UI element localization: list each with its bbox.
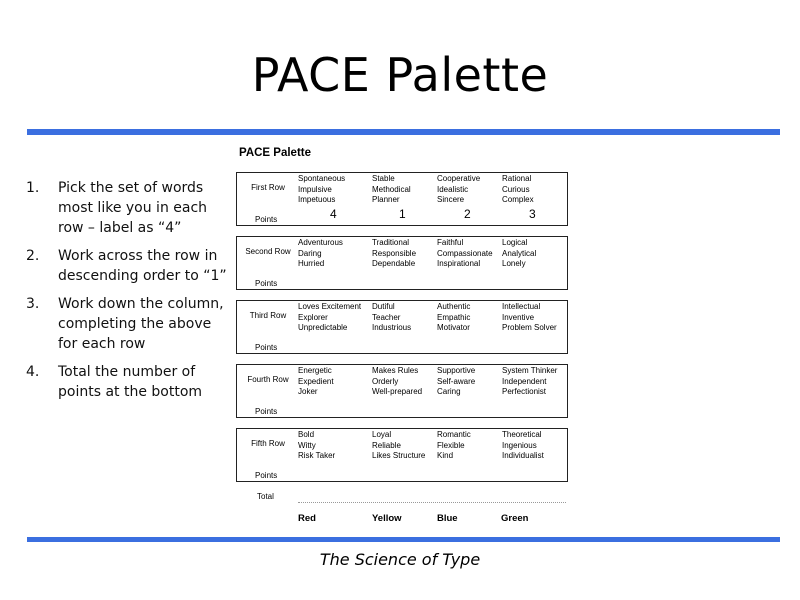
points-value[interactable]: 4 [330, 207, 337, 221]
trait-word: Theoretical [502, 430, 542, 439]
word-group [502, 174, 534, 206]
pace-palette-table [236, 146, 572, 532]
trait-word: Joker [298, 387, 318, 396]
word-group [372, 366, 422, 398]
trait-word: Intellectual [502, 302, 541, 311]
trait-word: Bold [298, 430, 315, 439]
trait-word: Responsible [372, 248, 417, 258]
points-label: Points [255, 343, 278, 352]
instruction-text: Total the number of points at the bottom [58, 364, 203, 400]
word-group [372, 174, 411, 206]
trait-word: Ingenious [502, 440, 537, 450]
trait-word: Reliable [372, 440, 401, 450]
trait-word: Romantic [437, 430, 471, 439]
palette-row [236, 428, 568, 482]
word-group [298, 430, 335, 462]
row-label: Fifth Row [251, 439, 285, 448]
trait-word: Inventive [502, 312, 535, 322]
trait-word: Explorer [298, 312, 328, 322]
trait-word: Analytical [502, 248, 537, 258]
trait-word: Traditional [372, 238, 410, 247]
word-group [437, 238, 493, 270]
row-label: Second Row [245, 247, 291, 256]
points-label: Points [255, 215, 278, 224]
word-group [372, 430, 425, 462]
word-group [298, 302, 361, 334]
palette-row [236, 172, 568, 226]
trait-word: Problem Solver [502, 323, 557, 332]
trait-word: Likes Structure [372, 451, 426, 460]
trait-word: Energetic [298, 366, 332, 375]
row-label: Fourth Row [247, 375, 289, 384]
instruction-item [26, 362, 228, 402]
trait-word: Compassionate [437, 248, 493, 258]
points-value[interactable]: 1 [399, 207, 406, 221]
trait-word: Inspirational [437, 259, 481, 268]
trait-word: Unpredictable [298, 323, 348, 332]
trait-word: Impulsive [298, 184, 332, 194]
trait-word: Rational [502, 174, 532, 183]
trait-word: Self-aware [437, 376, 476, 386]
trait-word: Lonely [502, 259, 526, 268]
trait-word: Perfectionist [502, 387, 547, 396]
word-group [502, 302, 557, 334]
trait-word: Well-prepared [372, 387, 423, 396]
word-group [298, 174, 345, 206]
word-group [502, 366, 557, 398]
instruction-number: 4. [26, 364, 40, 380]
trait-word: Orderly [372, 376, 399, 386]
points-label: Points [255, 407, 278, 416]
slide-footer: The Science of Type [319, 550, 481, 569]
points-value[interactable]: 2 [464, 207, 471, 221]
bottom-divider [27, 537, 780, 542]
trait-word: Complex [502, 195, 534, 204]
trait-word: Makes Rules [372, 366, 419, 375]
trait-word: Motivator [437, 323, 470, 332]
palette-row [236, 364, 568, 418]
trait-word: Cooperative [437, 174, 481, 183]
trait-word: Supportive [437, 366, 476, 375]
trait-word: Witty [298, 440, 316, 450]
trait-word: Teacher [372, 312, 401, 322]
word-group [372, 238, 416, 270]
color-label-green: Green [501, 513, 529, 524]
trait-word: Flexible [437, 440, 465, 450]
slide-title: PACE Palette [251, 48, 549, 102]
trait-word: Authentic [437, 302, 471, 311]
instruction-text: Work down the column, completing the above for each row [58, 296, 224, 352]
trait-word: Empathic [437, 312, 471, 322]
trait-word: Kind [437, 451, 454, 460]
trait-word: Caring [437, 387, 461, 396]
trait-word: Methodical [372, 184, 411, 194]
trait-word: Daring [298, 248, 322, 258]
row-label: First Row [251, 183, 285, 192]
trait-word: Curious [502, 184, 530, 194]
palette-row [236, 300, 568, 354]
trait-word: Dependable [372, 259, 416, 268]
total-label: Total [257, 492, 274, 501]
trait-word: Risk Taker [298, 451, 336, 460]
trait-word: Loyal [372, 430, 392, 439]
points-label: Points [255, 279, 278, 288]
trait-word: Spontaneous [298, 174, 346, 183]
trait-word: Independent [502, 376, 547, 386]
trait-word: Sincere [437, 195, 465, 204]
instruction-number: 2. [26, 248, 40, 264]
palette-title: PACE Palette [239, 147, 312, 159]
trait-word: Adventurous [298, 238, 343, 247]
instruction-item [26, 246, 228, 286]
instruction-number: 1. [26, 180, 40, 196]
trait-word: Dutiful [372, 302, 395, 311]
trait-word: Industrious [372, 323, 412, 332]
points-value[interactable]: 3 [529, 207, 536, 221]
trait-word: Impetuous [298, 195, 336, 204]
word-group [437, 430, 471, 462]
trait-word: Idealistic [437, 184, 469, 194]
word-group [437, 174, 480, 206]
word-group [502, 238, 536, 270]
trait-word: Stable [372, 174, 395, 183]
color-label-blue: Blue [437, 513, 458, 524]
instruction-text: Work across the row in descending order to “1” [58, 248, 227, 284]
trait-word: Hurried [298, 259, 325, 268]
total-line [298, 502, 566, 503]
word-group [372, 302, 411, 334]
palette-row [236, 236, 568, 290]
trait-word: Individualist [502, 451, 544, 460]
trait-word: System Thinker [502, 366, 558, 375]
instruction-item [26, 178, 228, 238]
top-divider [27, 129, 780, 135]
trait-word: Faithful [437, 238, 464, 247]
points-label: Points [255, 471, 278, 480]
row-label: Third Row [249, 311, 287, 320]
instruction-list [26, 178, 228, 410]
word-group [298, 238, 343, 270]
word-group [298, 366, 334, 398]
word-group [502, 430, 544, 462]
color-label-red: Red [298, 513, 316, 524]
color-label-yellow: Yellow [372, 513, 402, 524]
trait-word: Loves Excitement [298, 302, 362, 311]
trait-word: Logical [502, 238, 528, 247]
word-group [437, 366, 475, 398]
instruction-number: 3. [26, 296, 40, 312]
trait-word: Planner [372, 195, 400, 204]
instruction-text: Pick the set of words most like you in each row – label as “4” [58, 180, 208, 236]
trait-word: Expedient [298, 376, 334, 386]
instruction-item [26, 294, 228, 354]
word-group [437, 302, 470, 334]
